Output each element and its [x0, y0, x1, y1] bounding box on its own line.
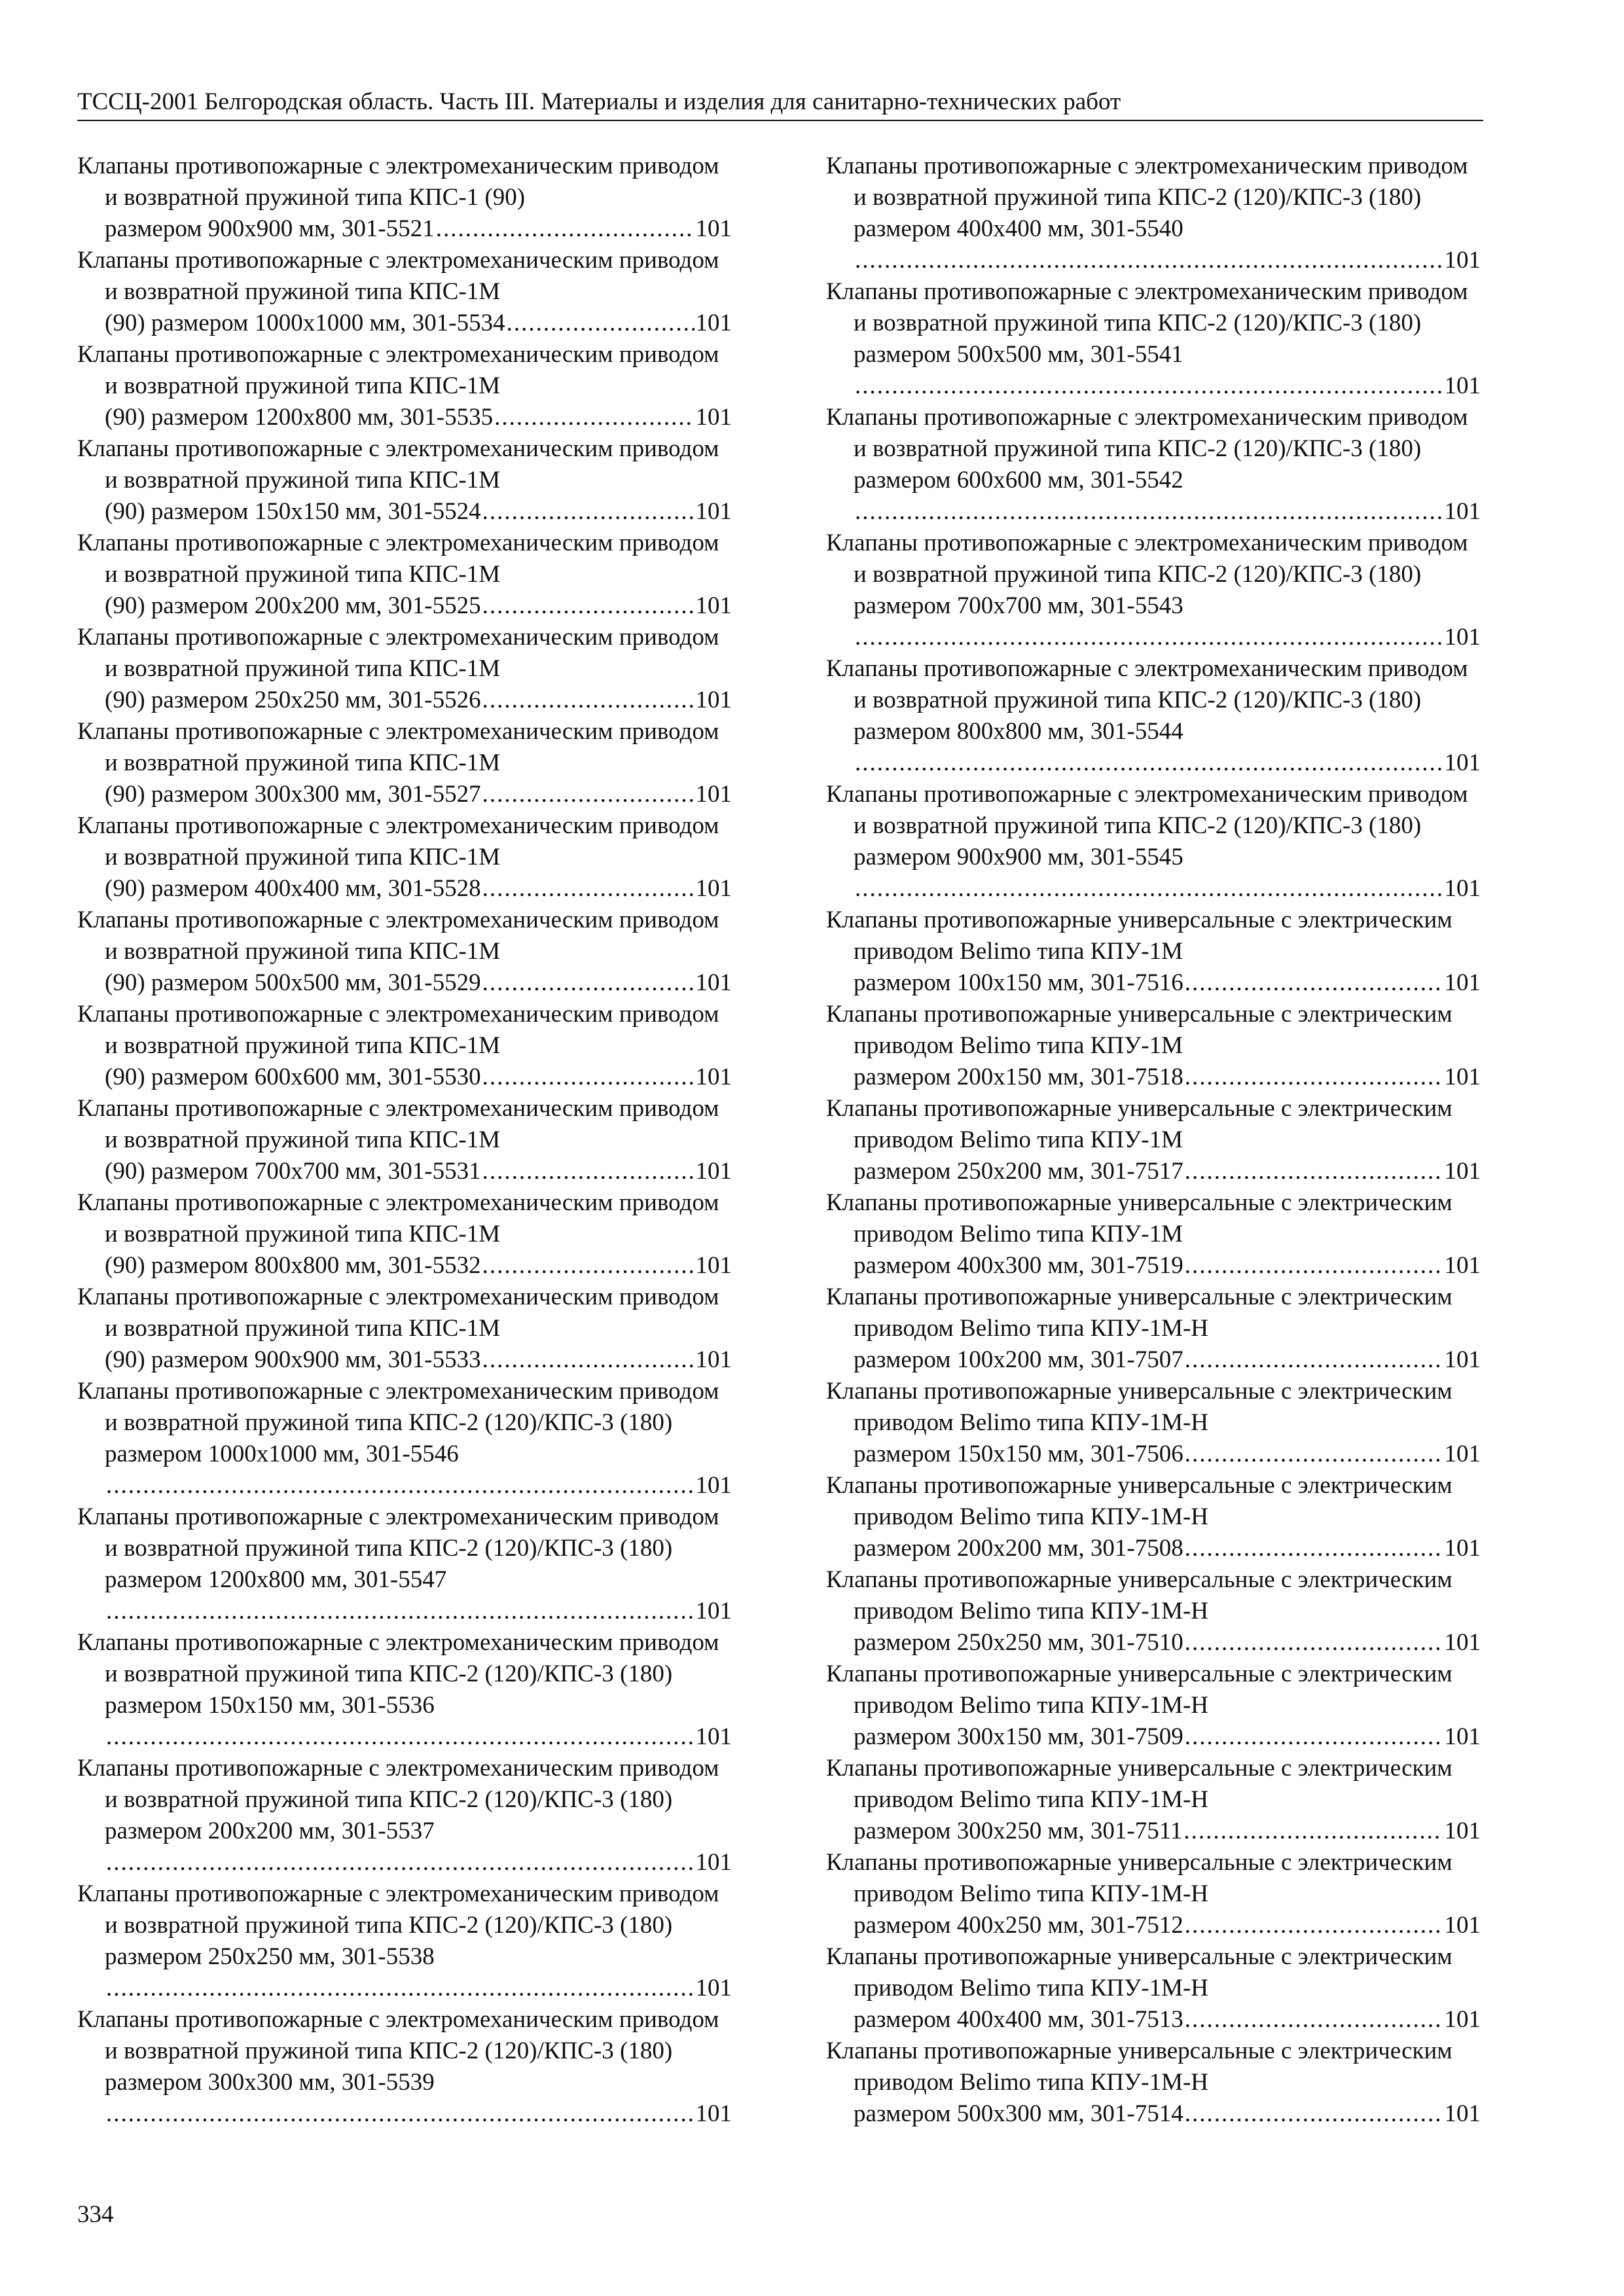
- index-entry: [77, 2004, 732, 2130]
- entry-title: Клапаны противопожарные с электромеханическим приводом и возвратной пружиной типа КПС-1М: [77, 247, 719, 305]
- dot-leader: [494, 402, 694, 433]
- dot-leader: [482, 1062, 695, 1093]
- entry-title-tail: (90) размером 1000х1000 мм, 301-5534: [105, 310, 505, 336]
- entry-page-number: 101: [1444, 1629, 1481, 1656]
- entry-page-number: 101: [1444, 247, 1481, 274]
- dot-leader: [106, 2098, 695, 2130]
- entry-title-tail: (90) размером 150х150 мм, 301-5524: [105, 498, 481, 525]
- entry-leader-line: [854, 967, 1481, 999]
- index-entry: [77, 810, 732, 905]
- entry-leader-line: [854, 1344, 1481, 1376]
- entry-title: Клапаны противопожарные с электромеханическим приводом и возвратной пружиной типа КПС-1 (90): [77, 152, 719, 211]
- entry-title-tail: (90) размером 500х500 мм, 301-5529: [105, 969, 481, 996]
- entry-leader-line: [854, 1721, 1481, 1753]
- dot-leader: [1185, 1250, 1443, 1282]
- entry-leader-line: [854, 245, 1481, 276]
- entry-page-number: 101: [1444, 1346, 1481, 1373]
- dot-leader: [106, 1470, 695, 1501]
- index-entry: [826, 779, 1481, 905]
- entry-page-number: 101: [1444, 969, 1481, 996]
- entry-page-number: 101: [695, 498, 732, 525]
- entry-page-number: 101: [695, 1723, 732, 1750]
- entry-leader-line: [105, 213, 732, 245]
- entry-leader-line: [854, 1910, 1481, 1941]
- index-column-right: [826, 151, 1481, 2130]
- index-entry: [77, 1501, 732, 1627]
- index-entry: [77, 339, 732, 433]
- dot-leader: [482, 779, 695, 810]
- entry-title-tail: (90) размером 900х900 мм, 301-5533: [105, 1346, 481, 1373]
- entry-page-number: 101: [695, 1064, 732, 1090]
- entry-leader-line: [105, 1250, 732, 1282]
- dot-leader: [482, 685, 695, 716]
- dot-leader: [1185, 1721, 1443, 1753]
- entry-leader-line: [105, 779, 732, 810]
- entry-page-number: 101: [1444, 1912, 1481, 1939]
- entry-title: Клапаны противопожарные с электромеханическим приводом и возвратной пружиной типа КПС-1М: [77, 435, 719, 493]
- entry-page-number: 101: [695, 1849, 732, 1876]
- entry-leader-line: [105, 873, 732, 905]
- entry-leader-line: [854, 2004, 1481, 2036]
- entry-title: Клапаны противопожарные с электромеханическим приводом и возвратной пружиной типа КПС-1М: [77, 1001, 719, 1059]
- running-header: ТССЦ-2001 Белгородская область. Часть III. Материалы и изделия для санитарно-технических работ: [77, 88, 1121, 115]
- entry-title-tail: размером 900х900 мм, 301-5521: [105, 215, 435, 242]
- entry-title-tail: размером 100х150 мм, 301-7516: [854, 969, 1183, 996]
- entry-leader-line: [854, 873, 1481, 905]
- entry-title-tail: (90) размером 400х400 мм, 301-5528: [105, 875, 481, 902]
- entry-page-number: 101: [695, 1598, 732, 1624]
- dot-leader: [106, 1973, 695, 2004]
- index-entry: [826, 1282, 1481, 1376]
- entry-page-number: 101: [1444, 1535, 1481, 1562]
- dot-leader: [482, 1156, 695, 1187]
- entry-leader-line: [105, 1847, 732, 1878]
- entry-title: Клапаны противопожарные универсальные с электрическим приводом Belimo типа КПУ-1М-Н: [826, 1943, 1453, 2001]
- entry-page-number: 101: [695, 1975, 732, 2001]
- entry-title: Клапаны противопожарные с электромеханическим приводом и возвратной пружиной типа КПС-2 (120)/КПС-3 (180) размером 900х900 мм, 301-5545: [826, 781, 1468, 870]
- entry-leader-line: [105, 496, 732, 528]
- entry-title: Клапаны противопожарные с электромеханическим приводом и возвратной пружиной типа КПС-1М: [77, 718, 719, 776]
- entry-title-tail: размером 250х250 мм, 301-7510: [854, 1629, 1183, 1656]
- entry-leader-line: [854, 496, 1481, 528]
- entry-title: Клапаны противопожарные универсальные с электрическим приводом Belimo типа КПУ-1М-Н: [826, 1472, 1453, 1530]
- entry-leader-line: [105, 1470, 732, 1501]
- entry-leader-line: [105, 1596, 732, 1627]
- index-entry: [826, 1564, 1481, 1659]
- entry-leader-line: [105, 402, 732, 433]
- entry-page-number: 101: [1444, 624, 1481, 651]
- entry-title: Клапаны противопожарные универсальные с электрическим приводом Belimo типа КПУ-1М-Н: [826, 2037, 1453, 2096]
- entry-leader-line: [105, 685, 732, 716]
- entry-leader-line: [105, 1062, 732, 1093]
- entry-title: Клапаны противопожарные универсальные с электрическим приводом Belimo типа КПУ-1М-Н: [826, 1378, 1453, 1436]
- entry-page-number: 101: [1444, 1441, 1481, 1467]
- dot-leader: [482, 1250, 695, 1282]
- index-entry: [77, 1627, 732, 1753]
- dot-leader: [482, 496, 695, 528]
- dot-leader: [1185, 1344, 1443, 1376]
- entry-title: Клапаны противопожарные с электромеханическим приводом и возвратной пружиной типа КПС-1М: [77, 341, 719, 399]
- entry-title: Клапаны противопожарные с электромеханическим приводом и возвратной пружиной типа КПС-2 (120)/КПС-3 (180) размером 200х200 мм, 301-5537: [77, 1755, 719, 1844]
- dot-leader: [1183, 1816, 1443, 1847]
- entry-page-number: 101: [695, 592, 732, 619]
- dot-leader: [855, 747, 1443, 779]
- entry-leader-line: [854, 1816, 1481, 1847]
- entry-page-number: 101: [1444, 498, 1481, 525]
- entry-leader-line: [854, 1439, 1481, 1470]
- entry-page-number: 101: [1444, 1723, 1481, 1750]
- dot-leader: [1185, 1627, 1443, 1659]
- entry-title: Клапаны противопожарные с электромеханическим приводом и возвратной пружиной типа КПС-2 (120)/КПС-3 (180) размером 300х300 мм, 301-5539: [77, 2006, 719, 2096]
- entry-page-number: 101: [695, 1158, 732, 1185]
- index-entry: [77, 528, 732, 622]
- entry-leader-line: [854, 622, 1481, 653]
- entry-title: Клапаны противопожарные с электромеханическим приводом и возвратной пружиной типа КПС-2 (120)/КПС-3 (180) размером 400х400 мм, 301-5540: [826, 152, 1468, 242]
- dot-leader: [1185, 1533, 1443, 1564]
- entry-page-number: 101: [1444, 1158, 1481, 1185]
- entry-leader-line: [854, 370, 1481, 402]
- entry-title: Клапаны противопожарные с электромеханическим приводом и возвратной пружиной типа КПС-1М: [77, 1283, 719, 1342]
- entry-title: Клапаны противопожарные с электромеханическим приводом и возвратной пружиной типа КПС-2 (120)/КПС-3 (180) размером 700х700 мм, 301-5543: [826, 529, 1468, 619]
- entry-title-tail: размером 300х250 мм, 301-7511: [854, 1818, 1183, 1844]
- entry-title-tail: (90) размером 700х700 мм, 301-5531: [105, 1158, 481, 1185]
- entry-page-number: 101: [695, 781, 732, 808]
- index-entry: [77, 1878, 732, 2004]
- index-entry: [826, 653, 1481, 779]
- entry-title: Клапаны противопожарные с электромеханическим приводом и возвратной пружиной типа КПС-2 (120)/КПС-3 (180) размером 600х600 мм, 301-5542: [826, 404, 1468, 493]
- entry-page-number: 101: [695, 687, 732, 713]
- index-entry: [826, 2036, 1481, 2130]
- index-entry: [826, 1659, 1481, 1753]
- entry-title: Клапаны противопожарные с электромеханическим приводом и возвратной пружиной типа КПС-2 (120)/КПС-3 (180) размером 1000х1000 мм, 301-5546: [77, 1378, 719, 1467]
- dot-leader: [855, 873, 1443, 905]
- index-entry: [826, 1753, 1481, 1847]
- entry-page-number: 101: [1444, 1252, 1481, 1279]
- entry-title: Клапаны противопожарные универсальные с электрическим приводом Belimo типа КПУ-1М: [826, 1095, 1453, 1153]
- index-entry: [77, 433, 732, 528]
- entry-page-number: 101: [695, 404, 732, 431]
- entry-leader-line: [854, 1627, 1481, 1659]
- entry-page-number: 101: [695, 310, 732, 336]
- entry-leader-line: [854, 1062, 1481, 1093]
- entry-leader-line: [105, 590, 732, 622]
- entry-leader-line: [105, 308, 732, 339]
- entry-title-tail: размером 400х300 мм, 301-7519: [854, 1252, 1183, 1279]
- index-entry: [826, 1941, 1481, 2036]
- entry-page-number: 101: [695, 969, 732, 996]
- dot-leader: [507, 308, 695, 339]
- entry-page-number: 101: [695, 215, 732, 242]
- dot-leader: [106, 1721, 695, 1753]
- entry-title: Клапаны противопожарные с электромеханическим приводом и возвратной пружиной типа КПС-1М: [77, 812, 719, 870]
- dot-leader: [482, 873, 695, 905]
- entry-leader-line: [105, 1721, 732, 1753]
- entry-page-number: 101: [695, 1472, 732, 1499]
- index-entry: [77, 716, 732, 810]
- index-entry: [826, 1470, 1481, 1564]
- entry-title: Клапаны противопожарные с электромеханическим приводом и возвратной пружиной типа КПС-1М: [77, 1095, 719, 1153]
- entry-title-tail: размером 150х150 мм, 301-7506: [854, 1441, 1183, 1467]
- index-entry: [77, 1282, 732, 1376]
- entry-title: Клапаны противопожарные универсальные с электрическим приводом Belimo типа КПУ-1М: [826, 1189, 1453, 1247]
- entry-leader-line: [105, 2098, 732, 2130]
- entry-page-number: 101: [695, 875, 732, 902]
- entry-title: Клапаны противопожарные с электромеханическим приводом и возвратной пружиной типа КПС-2 (120)/КПС-3 (180) размером 800х800 мм, 301-5544: [826, 655, 1468, 745]
- entry-title-tail: размером 200х200 мм, 301-7508: [854, 1535, 1183, 1562]
- entry-leader-line: [105, 967, 732, 999]
- dot-leader: [482, 1344, 695, 1376]
- entry-title: Клапаны противопожарные универсальные с электрическим приводом Belimo типа КПУ-1М: [826, 1001, 1453, 1059]
- index-entry: [826, 528, 1481, 653]
- dot-leader: [1185, 1062, 1443, 1093]
- dot-leader: [1185, 967, 1443, 999]
- index-entry: [77, 1753, 732, 1878]
- entry-page-number: 101: [1444, 1064, 1481, 1090]
- index-entry: [826, 151, 1481, 276]
- entry-title: Клапаны противопожарные с электромеханическим приводом и возвратной пружиной типа КПС-1М: [77, 1189, 719, 1247]
- index-entry: [826, 402, 1481, 528]
- index-column-left: [77, 151, 732, 2130]
- index-entry: [826, 1187, 1481, 1282]
- entry-title: Клапаны противопожарные с электромеханическим приводом и возвратной пружиной типа КПС-2 (120)/КПС-3 (180) размером 150х150 мм, 301-5536: [77, 1629, 719, 1719]
- entry-title: Клапаны противопожарные с электромеханическим приводом и возвратной пружиной типа КПС-2 (120)/КПС-3 (180) размером 250х250 мм, 301-5538: [77, 1880, 719, 1970]
- index-entry: [77, 245, 732, 339]
- index-entry: [826, 1847, 1481, 1941]
- dot-leader: [855, 622, 1443, 653]
- entry-title-tail: (90) размером 250х250 мм, 301-5526: [105, 687, 481, 713]
- dot-leader: [1185, 1439, 1443, 1470]
- entry-leader-line: [854, 1250, 1481, 1282]
- entry-title-tail: размером 400х400 мм, 301-7513: [854, 2006, 1183, 2033]
- index-entry: [77, 999, 732, 1093]
- entry-page-number: 101: [1444, 749, 1481, 776]
- entry-title: Клапаны противопожарные универсальные с электрическим приводом Belimo типа КПУ-1М-Н: [826, 1566, 1453, 1624]
- index-entry: [77, 1187, 732, 1282]
- entry-leader-line: [105, 1156, 732, 1187]
- entry-title: Клапаны противопожарные универсальные с электрическим приводом Belimo типа КПУ-1М: [826, 906, 1453, 965]
- entry-title-tail: размером 500х300 мм, 301-7514: [854, 2100, 1183, 2127]
- index-entry: [826, 999, 1481, 1093]
- entry-page-number: 101: [695, 2100, 732, 2127]
- entry-title: Клапаны противопожарные с электромеханическим приводом и возвратной пружиной типа КПС-2 (120)/КПС-3 (180) размером 1200х800 мм, 301-5547: [77, 1503, 719, 1593]
- entry-title-tail: (90) размером 1200х800 мм, 301-5535: [105, 404, 494, 431]
- dot-leader: [482, 967, 695, 999]
- entry-page-number: 101: [1444, 1818, 1481, 1844]
- entry-title-tail: (90) размером 800х800 мм, 301-5532: [105, 1252, 481, 1279]
- entry-title-tail: размером 200х150 мм, 301-7518: [854, 1064, 1183, 1090]
- entry-page-number: 101: [1444, 2006, 1481, 2033]
- entry-title-tail: размером 400х250 мм, 301-7512: [854, 1912, 1183, 1939]
- entry-page-number: 101: [1444, 875, 1481, 902]
- entry-leader-line: [854, 1533, 1481, 1564]
- entry-title: Клапаны противопожарные с электромеханическим приводом и возвратной пружиной типа КПС-1М: [77, 529, 719, 588]
- index-entry: [77, 1093, 732, 1187]
- entry-leader-line: [854, 747, 1481, 779]
- entry-page-number: 101: [1444, 2100, 1481, 2127]
- index-entry: [826, 1093, 1481, 1187]
- index-entry: [77, 905, 732, 999]
- entry-title-tail: размером 300х150 мм, 301-7509: [854, 1723, 1183, 1750]
- dot-leader: [855, 370, 1443, 402]
- index-entry: [77, 151, 732, 245]
- index-entry: [826, 1376, 1481, 1470]
- dot-leader: [1185, 1156, 1443, 1187]
- entry-page-number: 101: [695, 1346, 732, 1373]
- dot-leader: [1185, 1910, 1443, 1941]
- dot-leader: [855, 245, 1443, 276]
- entry-title: Клапаны противопожарные с электромеханическим приводом и возвратной пружиной типа КПС-1М: [77, 906, 719, 965]
- page-number: 334: [77, 2201, 114, 2228]
- entry-title-tail: (90) размером 600х600 мм, 301-5530: [105, 1064, 481, 1090]
- entry-title-tail: (90) размером 300х300 мм, 301-5527: [105, 781, 481, 808]
- entry-title: Клапаны противопожарные с электромеханическим приводом и возвратной пружиной типа КПС-1М: [77, 624, 719, 682]
- entry-title-tail: (90) размером 200х200 мм, 301-5525: [105, 592, 481, 619]
- dot-leader: [106, 1596, 695, 1627]
- entry-title: Клапаны противопожарные универсальные с электрическим приводом Belimo типа КПУ-1М-Н: [826, 1849, 1453, 1907]
- index-entry: [77, 622, 732, 716]
- dot-leader: [1185, 2098, 1443, 2130]
- index-entry: [826, 276, 1481, 402]
- index-entry: [826, 905, 1481, 999]
- entry-leader-line: [105, 1973, 732, 2004]
- header-rule: [77, 120, 1483, 121]
- entry-page-number: 101: [1444, 372, 1481, 399]
- dot-leader: [106, 1847, 695, 1878]
- entry-title: Клапаны противопожарные универсальные с электрическим приводом Belimo типа КПУ-1М-Н: [826, 1755, 1453, 1813]
- entry-leader-line: [854, 1156, 1481, 1187]
- entry-title-tail: размером 100х200 мм, 301-7507: [854, 1346, 1183, 1373]
- dot-leader: [482, 590, 695, 622]
- entry-title: Клапаны противопожарные универсальные с электрическим приводом Belimo типа КПУ-1М-Н: [826, 1283, 1453, 1342]
- entry-leader-line: [105, 1344, 732, 1376]
- entry-title: Клапаны противопожарные с электромеханическим приводом и возвратной пружиной типа КПС-2 (120)/КПС-3 (180) размером 500х500 мм, 301-5541: [826, 278, 1468, 368]
- dot-leader: [1185, 2004, 1443, 2036]
- entry-page-number: 101: [695, 1252, 732, 1279]
- entry-title-tail: размером 250х200 мм, 301-7517: [854, 1158, 1183, 1185]
- dot-leader: [855, 496, 1443, 528]
- entry-title: Клапаны противопожарные универсальные с электрическим приводом Belimo типа КПУ-1М-Н: [826, 1660, 1453, 1719]
- dot-leader: [436, 213, 695, 245]
- index-entry: [77, 1376, 732, 1501]
- entry-leader-line: [854, 2098, 1481, 2130]
